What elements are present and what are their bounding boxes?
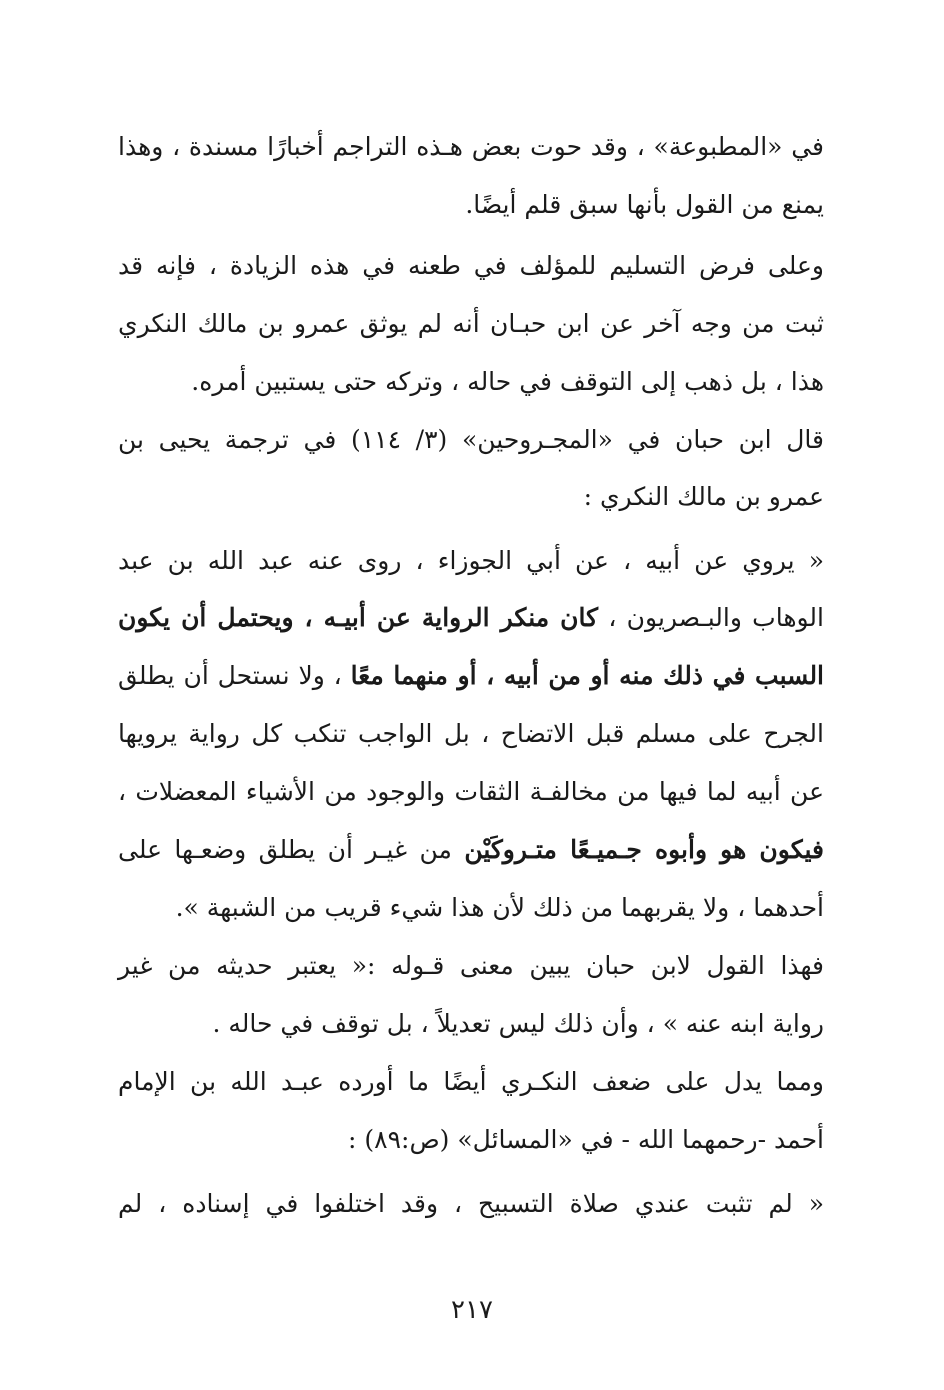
- bold-run: كان منكر الرواية عن أبيـه ، ويحتمل أن يكون: [118, 603, 599, 632]
- text-line: [118, 999, 824, 1049]
- text-run: وعلى فرض التسليم للمؤلف في طعنه في هذه الزيادة ، فإنه قد: [118, 251, 824, 280]
- text-line: [118, 767, 824, 817]
- text-line: [118, 1179, 824, 1229]
- text-run: ثبت من وجه آخر عن ابن حبـان أنه لم يوثق عمرو بن مالك النكري: [118, 309, 824, 338]
- text-run: ومما يدل على ضعف النكـري أيضًا ما أورده عبـد الله بن الإمام: [118, 1067, 824, 1096]
- text-line: [118, 825, 824, 875]
- text-line: [118, 651, 824, 701]
- text-line: [118, 180, 824, 230]
- text-line: [118, 593, 824, 643]
- text-run: في «المطبوعة» ، وقد حوت بعض هـذه التراجم أخبارًا مسندة ، وهذا: [118, 132, 824, 161]
- text-run: عمرو بن مالك النكري :: [583, 482, 824, 511]
- text-line: [118, 241, 824, 291]
- text-run: الوهاب والبـصريون ،: [598, 603, 824, 632]
- text-line: [118, 357, 824, 407]
- text-line: [118, 1057, 824, 1107]
- text-line: [118, 883, 824, 933]
- text-run: الجرح على مسلم قبل الاتضاح ، بل الواجب تنكب كل رواية يرويها: [118, 719, 824, 748]
- text-line: [118, 941, 824, 991]
- text-run: أحمد -رحمهما الله - في «المسائل» (ص:٨٩) :: [348, 1125, 824, 1154]
- text-run: فهذا القول لابن حبان يبين معنى قـوله :« يعتبر حديثه من غير: [118, 951, 824, 980]
- text-line: [118, 415, 824, 465]
- text-run: رواية ابنه عنه » ، وأن ذلك ليس تعديلاً ، بل توقف في حاله .: [212, 1009, 824, 1038]
- text-run: « لم تثبت عندي صلاة التسبيح ، وقد اختلفوا في إسناده ، لم: [118, 1189, 824, 1218]
- text-line: [118, 472, 824, 522]
- text-run: أحدهما ، ولا يقربهما من ذلك لأن هذا شيء قريب من الشبهة ».: [175, 893, 824, 922]
- text-run: ، ولا نستحل أن يطلق: [118, 661, 351, 690]
- text-line: [118, 1115, 824, 1165]
- text-line: [118, 536, 824, 586]
- bold-run: فيكون هو وأبوه جـميـعًا متـروكَيْن: [464, 835, 825, 864]
- page-number: ٢١٧: [451, 1295, 493, 1325]
- text-run: « يروي عن أبيه ، عن أبي الجوزاء ، روى عنه عبد الله بن عبد: [118, 546, 824, 575]
- text-run: من غيـر أن يطلق وضعـها على: [118, 835, 465, 864]
- text-run: عن أبيه لما فيها من مخالفـة الثقات والوجود من الأشياء المعضلات ،: [118, 777, 824, 806]
- text-line: [118, 709, 824, 759]
- text-line: [118, 299, 824, 349]
- text-line: [118, 122, 824, 172]
- text-run: هذا ، بل ذهب إلى التوقف في حاله ، وتركه حتى يستبين أمره.: [191, 367, 824, 396]
- text-run: قال ابن حبان في «المجـروحين» (٣/ ١١٤) في ترجمة يحيى بن: [118, 425, 824, 454]
- text-run: يمنع من القول بأنها سبق قلم أيضًا.: [465, 190, 824, 219]
- bold-run: السبب في ذلك منه أو من أبيه ، أو منهما معًا: [350, 661, 825, 690]
